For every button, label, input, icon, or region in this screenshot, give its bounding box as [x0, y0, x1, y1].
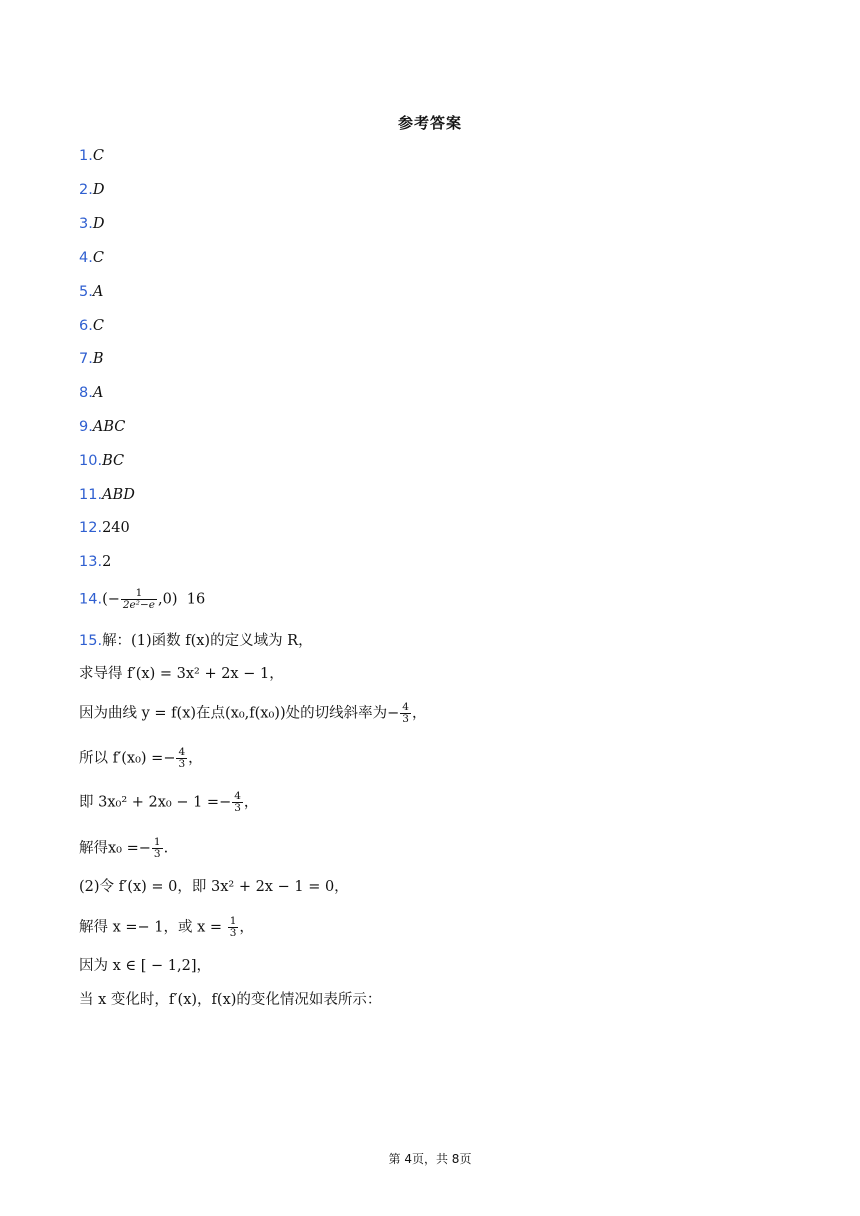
answer-value: D	[92, 216, 105, 232]
answer-value: C	[92, 148, 104, 164]
fraction-numerator: 1	[121, 588, 157, 600]
answer-value: 2	[102, 554, 112, 570]
solution-line: 求导得 f′(x) = 3x² + 2x − 1，	[79, 666, 284, 682]
solution-line	[79, 837, 168, 860]
page-title: 参考答案	[397, 114, 462, 132]
solution-line	[79, 916, 254, 939]
solution-line: (2)令 f′(x) = 0，即 3x² + 2x − 1 = 0，	[79, 879, 349, 895]
solution-text: ，	[188, 750, 203, 767]
fraction	[121, 588, 157, 611]
fraction-denominator: 3	[153, 848, 161, 860]
answer-line	[79, 518, 130, 538]
solution-text: 解得x₀ =−	[79, 840, 151, 857]
solution-text: 所以 f′(x₀) =−	[79, 750, 176, 767]
solution-line	[79, 791, 258, 814]
answer-second: 16	[186, 591, 206, 608]
fraction	[152, 837, 163, 860]
answer-line	[79, 552, 111, 572]
fraction	[176, 747, 187, 770]
question-number: 1.	[79, 148, 93, 164]
answer-line	[79, 282, 103, 302]
fraction	[400, 702, 411, 725]
answer-value: 240	[102, 520, 130, 536]
question-number: 7.	[79, 351, 93, 367]
question-number: 14.	[79, 591, 103, 608]
solution-text: ，	[243, 794, 259, 811]
fraction-denominator: 3	[402, 713, 409, 725]
solution-text: 因为曲线 y = f(x)在点(x₀,f(x₀))处的切线斜率为−	[79, 705, 400, 722]
answer-line	[79, 214, 104, 234]
fraction-numerator: 1	[229, 915, 237, 927]
fraction-denominator: 3	[229, 927, 237, 939]
solution-text: ，	[239, 919, 254, 936]
interval-close: ,0)	[158, 591, 178, 608]
answer-value: C	[92, 318, 104, 334]
question-number: 4.	[79, 250, 93, 266]
solution-line	[79, 747, 203, 770]
interval-open: (−	[102, 591, 120, 608]
question-number: 8.	[79, 385, 93, 401]
fraction	[232, 791, 243, 814]
answer-value: D	[92, 182, 105, 198]
fraction-denominator: 2e²−e	[122, 599, 155, 611]
answer-value: BC	[102, 453, 125, 469]
solution-text: 即 3x₀² + 2x₀ − 1 =−	[79, 794, 232, 811]
answer-value: ABD	[102, 487, 135, 503]
answer-line-14	[79, 588, 205, 611]
answer-value: A	[92, 385, 104, 401]
fraction	[228, 916, 239, 939]
fraction-denominator: 3	[234, 802, 241, 814]
question-number: 11.	[79, 487, 103, 503]
question-number: 3.	[79, 216, 93, 232]
fraction-numerator: 4	[178, 746, 186, 758]
answer-line	[79, 383, 103, 403]
question-number: 13.	[79, 554, 103, 570]
solution-text: 解得 x =− 1，或 x =	[79, 919, 227, 936]
fraction-numerator: 4	[234, 790, 241, 802]
question-number: 5.	[79, 284, 93, 300]
answer-line	[79, 349, 104, 369]
question-number: 9.	[79, 419, 93, 435]
solution-line	[79, 702, 426, 725]
answer-line	[79, 417, 125, 437]
fraction-numerator: 4	[402, 701, 409, 713]
fraction-numerator: 1	[153, 836, 161, 848]
solution-text: ，	[411, 705, 427, 722]
answer-line	[79, 180, 104, 200]
answer-line	[79, 316, 104, 336]
solution-line: 当 x 变化时，f′(x)，f(x)的变化情况如表所示：	[79, 992, 382, 1008]
answer-line	[79, 451, 124, 471]
answer-value: A	[92, 284, 104, 300]
answer-value: C	[92, 250, 104, 266]
question-number: 15.	[79, 633, 103, 649]
answer-line	[79, 485, 135, 505]
answer-line	[79, 146, 104, 166]
solution-line: 因为 x ∈ [ − 1,2]，	[79, 958, 211, 974]
solution-text: .	[163, 840, 169, 857]
answer-line	[79, 248, 104, 268]
solution-text: 解：(1)函数 f(x)的定义域为 R，	[102, 633, 313, 649]
answer-value: ABC	[92, 419, 126, 435]
fraction-denominator: 3	[178, 758, 186, 770]
question-number: 6.	[79, 318, 93, 334]
solution-line	[79, 631, 313, 651]
question-number: 10.	[79, 453, 103, 469]
question-number: 2.	[79, 182, 93, 198]
answer-value: B	[92, 351, 104, 367]
page-footer: 第 4页，共 8页	[388, 1152, 472, 1166]
question-number: 12.	[79, 520, 103, 536]
